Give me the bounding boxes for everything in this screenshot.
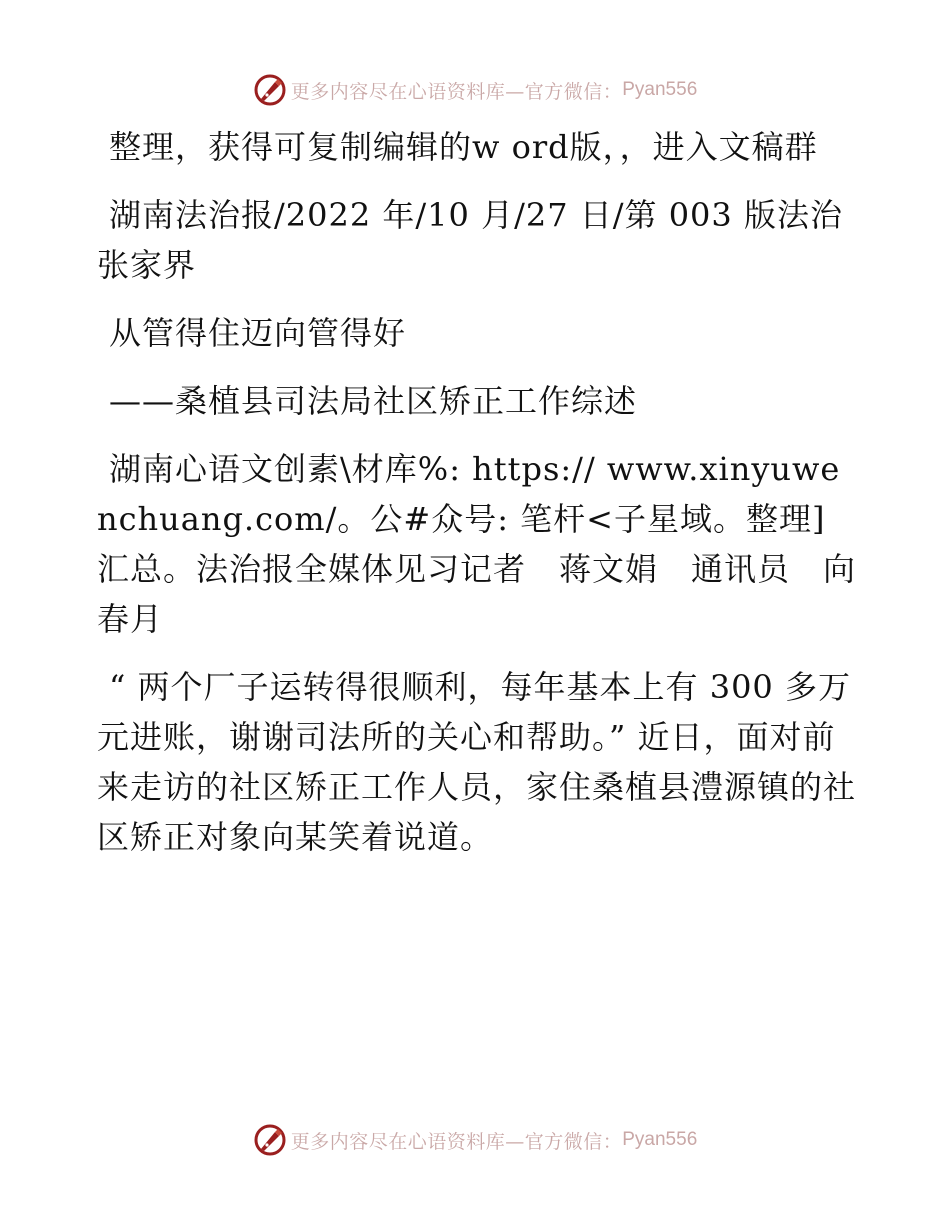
footer-banner bbox=[0, 1120, 950, 1160]
wechat-id: Pyan556 bbox=[622, 79, 698, 100]
byline-paragraph: 湖南心语文创素\材库%: https:// www.xinyuwenchuang.com/。公#众号: 笔杆<子星域。整理]汇总。法治报全媒体见习记者 蒋文娟 通讯员 向春月 bbox=[97, 450, 857, 638]
pen-nib-logo-icon bbox=[253, 73, 287, 107]
header-banner bbox=[0, 70, 950, 110]
intro-paragraph: 整理，获得可复制编辑的w ord版，，进入文稿群 bbox=[109, 128, 818, 166]
banner-text: 更多内容尽在心语资料库—官方微信： bbox=[290, 80, 623, 103]
body-paragraph: “ 两个厂子运转得很顺利，每年基本上有 300 多万元进账，谢谢司法所的关心和帮助。” 近日，面对前来走访的社区矫正工作人员，家住桑植县澧源镇的社区矫正对象向某笑着说道。 bbox=[97, 668, 857, 856]
banner-text: 更多内容尽在心语资料库—官方微信： bbox=[290, 1130, 623, 1153]
source-line: 湖南法治报/2022 年/10 月/27 日/第 003 版法治张家界 bbox=[97, 196, 843, 284]
article-subtitle: ——桑植县司法局社区矫正工作综述 bbox=[109, 382, 638, 420]
wechat-id: Pyan556 bbox=[622, 1129, 698, 1150]
article-title: 从管得住迈向管得好 bbox=[109, 314, 407, 352]
document-body bbox=[97, 122, 857, 880]
pen-nib-logo-icon bbox=[253, 1123, 287, 1157]
